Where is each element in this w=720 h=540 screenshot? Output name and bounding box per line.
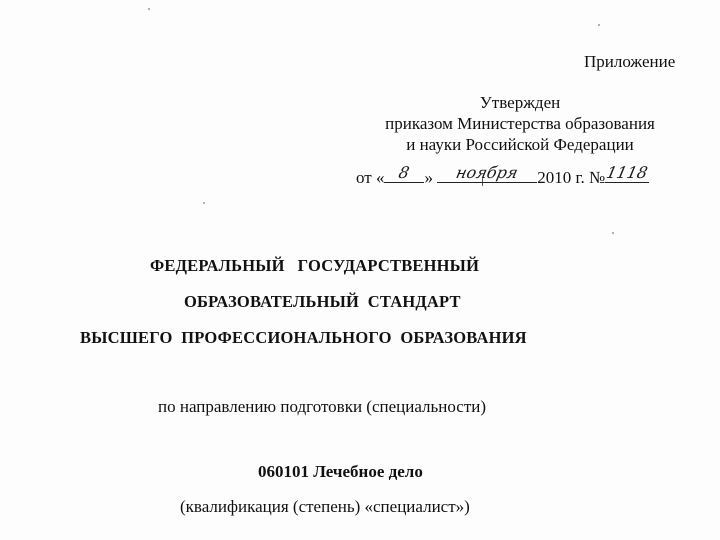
order-year: 2010 г. № <box>537 168 606 187</box>
order-number-field <box>605 164 649 183</box>
order-quote-close: » <box>424 168 433 187</box>
approval-federation-line: и науки Российской Федерации <box>406 135 634 154</box>
qualification-text: (квалификация (степень) «специалист») <box>180 497 470 516</box>
scan-speck <box>148 8 150 10</box>
approval-heading: Утвержден <box>479 93 561 112</box>
approval-ministry-line: приказом Министерства образования <box>385 114 655 133</box>
order-day-handwritten: 8 <box>397 163 412 182</box>
direction-text: по направлению подготовки (специальности) <box>158 397 487 416</box>
scan-speck <box>612 232 614 234</box>
specialty-code-name: 060101 Лечебное дело <box>258 462 423 481</box>
order-day-field <box>384 164 424 183</box>
approval-block <box>340 92 700 155</box>
appendix-label: Приложение <box>584 52 676 71</box>
title-line-federal: ФЕДЕРАЛЬНЫЙ ГОСУДАРСТВЕННЫЙ <box>150 256 480 275</box>
title-line-higher: ВЫСШЕГО ПРОФЕССИОНАЛЬНОГО ОБРАЗОВАНИЯ <box>80 328 527 347</box>
order-month-field <box>437 164 537 183</box>
order-month-handwritten: ноября <box>454 163 520 182</box>
title-line-educational: ОБРАЗОВАТЕЛЬНЫЙ СТАНДАРТ <box>184 292 461 311</box>
scan-speck <box>598 24 600 26</box>
order-prefix: от « <box>356 168 385 187</box>
order-line <box>356 164 649 188</box>
scan-speck <box>203 202 205 204</box>
order-number-handwritten: 1118 <box>604 163 650 182</box>
